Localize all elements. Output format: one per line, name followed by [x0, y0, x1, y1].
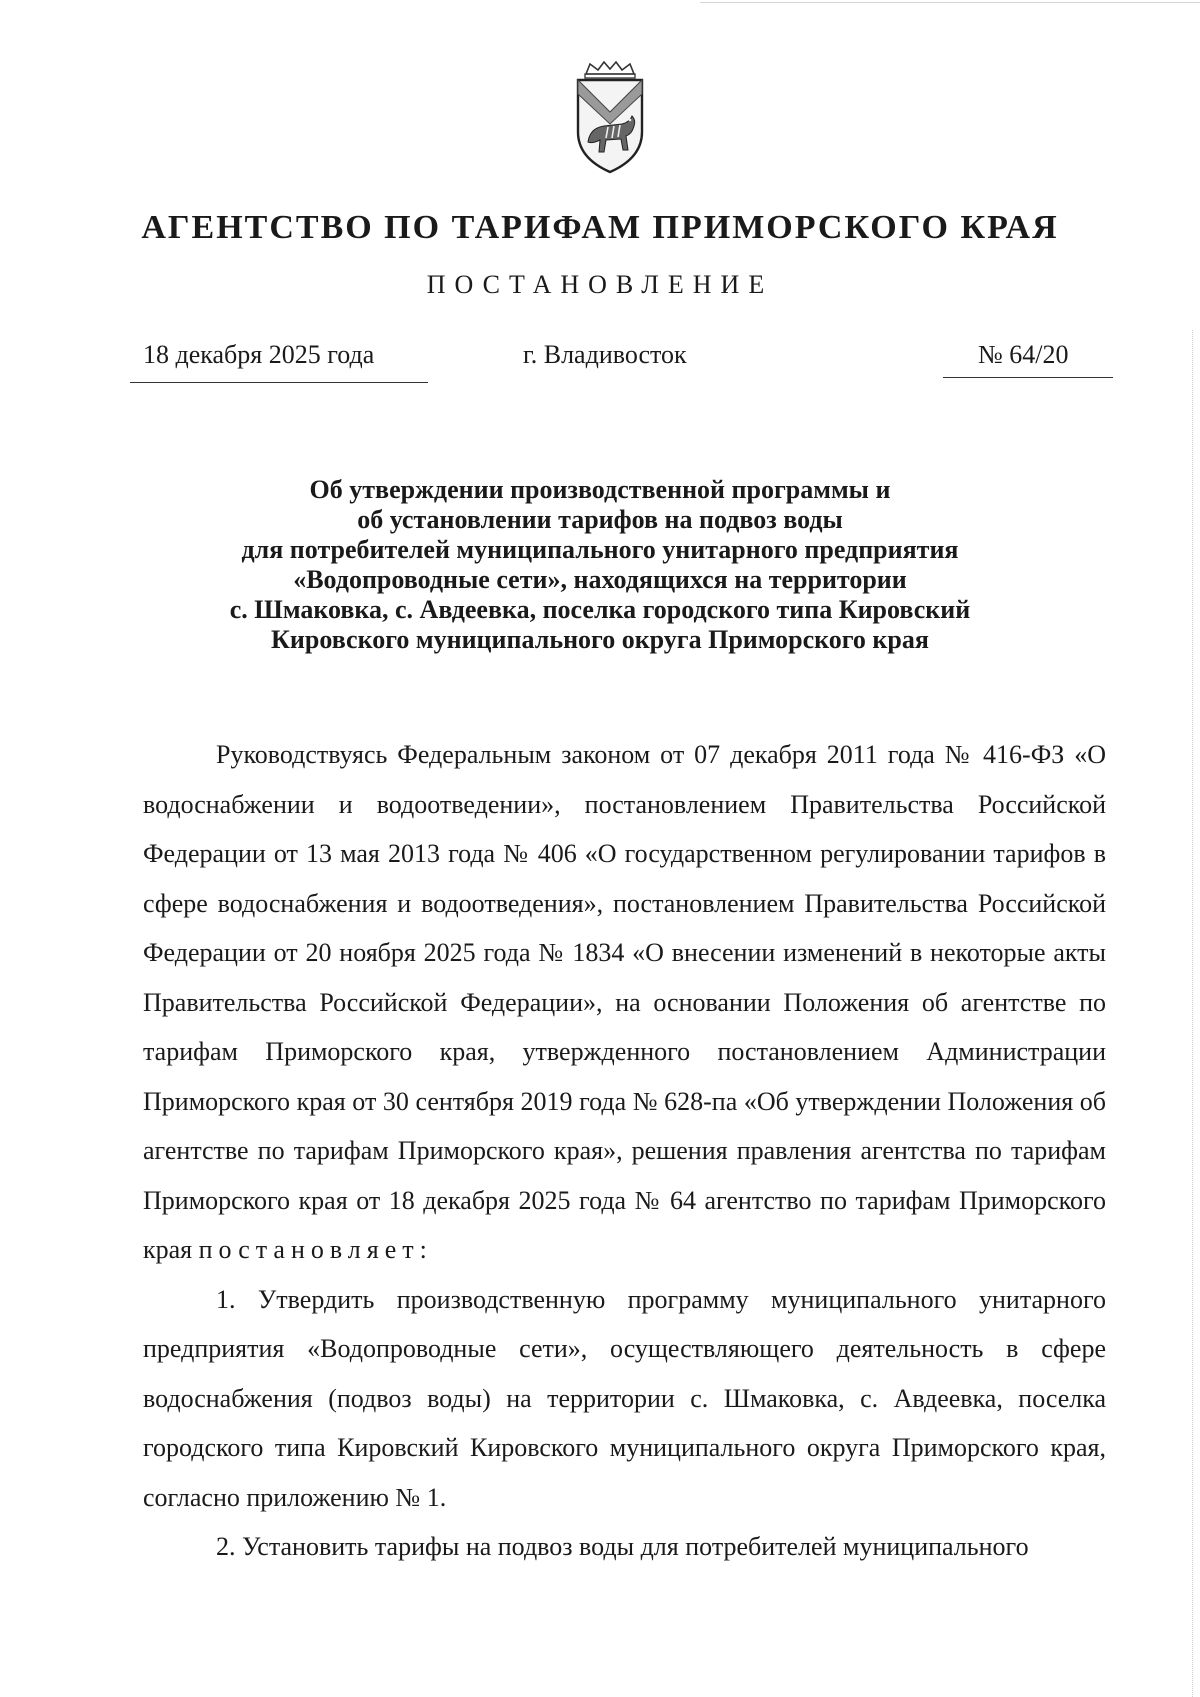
document-type: ПОСТАНОВЛЕНИЕ: [426, 270, 774, 299]
date-underline: [130, 382, 428, 383]
preamble-paragraph: [143, 730, 1106, 1275]
scan-edge-top: [700, 2, 1200, 3]
document-body: [143, 730, 1106, 1572]
title-line: об установлении тарифов на подвоз воды: [357, 505, 843, 534]
title-line: с. Шмаковка, с. Авдеевка, поселка городского типа Кировский: [229, 595, 971, 624]
document-title: [0, 475, 1200, 655]
title-line: Об утверждении производственной программы и: [309, 475, 891, 504]
title-line: «Водопроводные сети», находящихся на территории: [293, 565, 907, 594]
document-date: 18 декабря 2025 года: [143, 340, 375, 369]
title-line: Кировского муниципального округа Приморского края: [271, 625, 929, 654]
decree-word: постановляет:: [198, 1235, 433, 1264]
title-line: для потребителей муниципального унитарного предприятия: [241, 535, 959, 564]
number-underline: [943, 377, 1113, 378]
document-city: г. Владивосток: [523, 340, 687, 369]
preamble-text: Руководствуясь Федеральным законом от 07 декабря 2011 года № 416-ФЗ «О водоснабжении и водоотведении», постановлением Правительства Российской Федерации от 13 мая 2013 года № 406 «О государственном регулировании тарифов в сфере водоснабжения и водоотведения», постановлением Правительства Российской Федерации от 20 ноября 2025 года № 1834 «О внесении изменений в некоторые акты Правительства Российской Федерации», на основании Положения об агентстве по тарифам Приморского края, утвержденного постановлением Администрации Приморского края от 30 сентября 2019 года № 628-па «Об утверждении Положения об агентстве по тарифам Приморского края», решения правления агентства по тарифам Приморского края от 18 декабря 2025 года № 64 агентство по тарифам Приморского края: [143, 740, 1106, 1264]
document-number: № 64/20: [978, 340, 1069, 369]
item-1-paragraph: 1. Утвердить производственную программу муниципального унитарного предприятия «Водопроводные сети», осуществляющего деятельность в сфере водоснабжения (подвоз воды) на территории с. Шмаковка, с. Авдеевка, поселка городского типа Кировский Кировского муниципального округа Приморского края, согласно приложению № 1.: [143, 1284, 1106, 1512]
coat-of-arms-icon: [570, 60, 650, 176]
agency-name: АГЕНТСТВО ПО ТАРИФАМ ПРИМОРСКОГО КРАЯ: [141, 209, 1059, 246]
item-2-paragraph: 2. Установить тарифы на подвоз воды для потребителей муниципального: [216, 1532, 1029, 1561]
